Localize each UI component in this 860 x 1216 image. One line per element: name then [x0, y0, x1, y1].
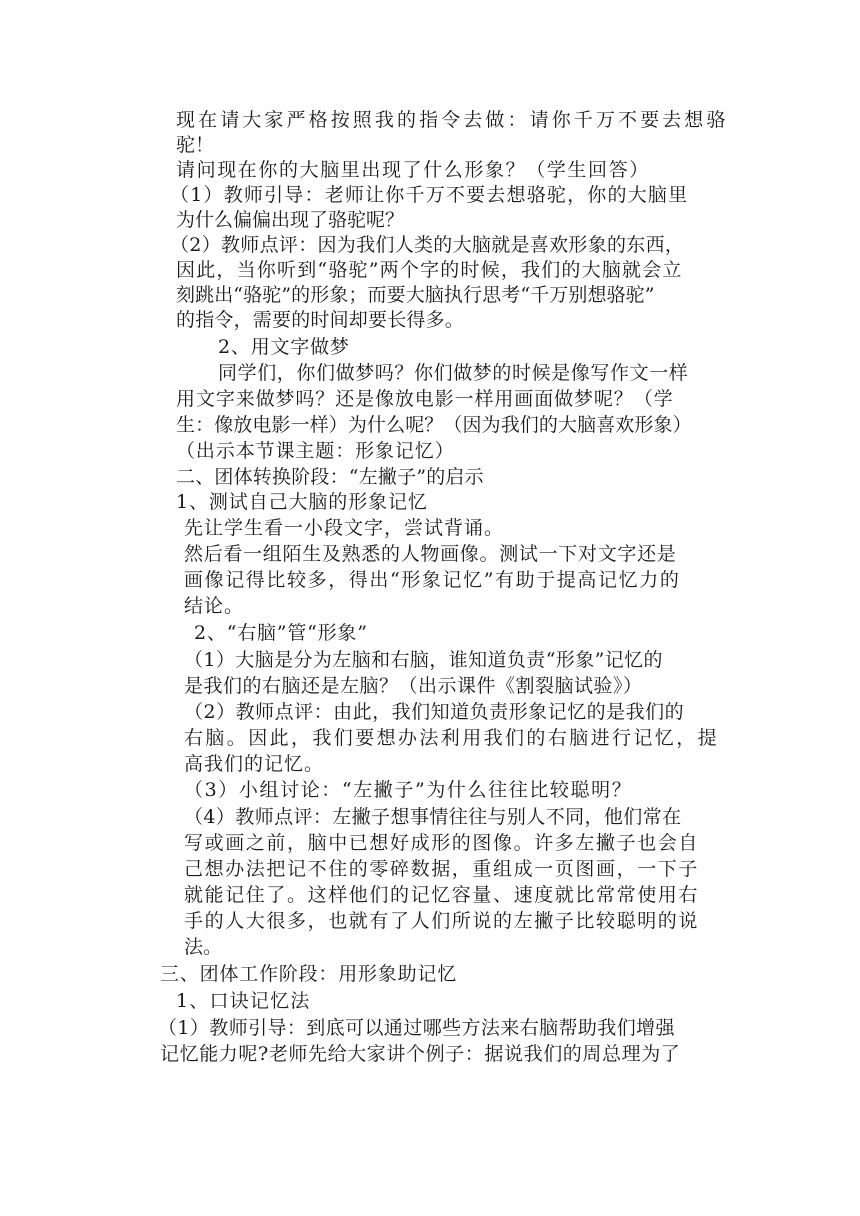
text-line: 驼！: [176, 134, 215, 156]
text-line: 记忆能力呢?老师先给大家讲个例子：据说我们的周总理为了: [160, 1043, 681, 1065]
text-line: （3）小组讨论：“左撇子”为什么往往比较聪明？: [184, 779, 633, 801]
text-line: 现在请大家严格按照我的指令去做：请你千万不要去想骆: [176, 109, 729, 131]
text-line: 的指令，需要的时间却要长得多。: [176, 309, 465, 331]
text-line: 先让学生看一小段文字，尝试背诵。: [184, 517, 505, 539]
text-line: 法。: [184, 936, 223, 958]
text-line: 因此，当你听到“骆驼”两个字的时候，我们的大脑就会立: [176, 259, 683, 281]
section-heading: 1、测试自己大脑的形象记忆: [176, 491, 428, 513]
text-line: 请问现在你的大脑里出现了什么形象？（学生回答）: [176, 159, 650, 181]
section-heading: 三、团体工作阶段：用形象助记忆: [160, 963, 458, 985]
text-line: （2）教师点评：因为我们人类的大脑就是喜欢形象的东西，: [170, 234, 685, 256]
text-line: 手的人大很多，也就有了人们所说的左撇子比较聪明的说: [184, 910, 700, 932]
text-line: （出示本节课主题：形象记忆）: [176, 440, 455, 462]
section-heading: 2、“右脑”管“形象”: [194, 622, 368, 644]
text-line: （2）教师点评：由此，我们知道负责形象记忆的是我们的: [184, 701, 685, 723]
text-line: 用文字来做梦吗？还是像放电影一样用画面做梦呢？（学: [176, 388, 674, 410]
text-line: （1）教师引导：老师让你千万不要去想骆驼，你的大脑里: [170, 184, 689, 206]
section-heading: 二、团体转换阶段：“左撇子”的启示: [176, 466, 484, 488]
text-line: 然后看一组陌生及熟悉的人物画像。测试一下对文字还是: [184, 543, 677, 565]
text-line: （1）大脑是分为左脑和右脑，谁知道负责“形象”记忆的: [184, 649, 663, 671]
section-heading: 2、用文字做梦: [218, 336, 350, 358]
text-line: 刻跳出“骆驼”的形象；而要大脑执行思考“千万别想骆驼”: [176, 284, 655, 306]
text-line: 就能记住了。这样他们的记忆容量、速度就比常常使用右: [184, 884, 700, 906]
text-line: （1）教师引导：到底可以通过哪些方法来右脑帮助我们增强: [158, 1017, 675, 1039]
text-line: 高我们的记忆。: [184, 753, 325, 775]
text-line: 是我们的右脑还是左脑？（出示课件《割裂脑试验》）: [184, 675, 643, 697]
text-line: 己想办法把记不住的零碎数据，重组成一页图画，一下子: [184, 858, 700, 880]
text-line: 写或画之前，脑中已想好成形的图像。许多左撇子也会自: [184, 832, 700, 854]
text-line: 画像记得比较多，得出“形象记忆”有助于提高记忆力的: [184, 569, 681, 591]
text-line: 生：像放电影一样）为什么呢？（因为我们的大脑喜欢形象）: [176, 414, 692, 436]
text-line: 同学们，你们做梦吗？你们做梦的时候是像写作文一样: [218, 362, 689, 384]
text-line: （4）教师点评：左撇子想事情往往与别人不同，他们常在: [184, 806, 682, 828]
section-heading: 1、口诀记忆法: [176, 990, 311, 1012]
text-line: 结论。: [184, 595, 245, 617]
text-line: 右脑。因此，我们要想办法利用我们的右脑进行记忆，提: [184, 727, 720, 749]
text-line: 为什么偏偏出现了骆驼呢？: [176, 209, 405, 231]
